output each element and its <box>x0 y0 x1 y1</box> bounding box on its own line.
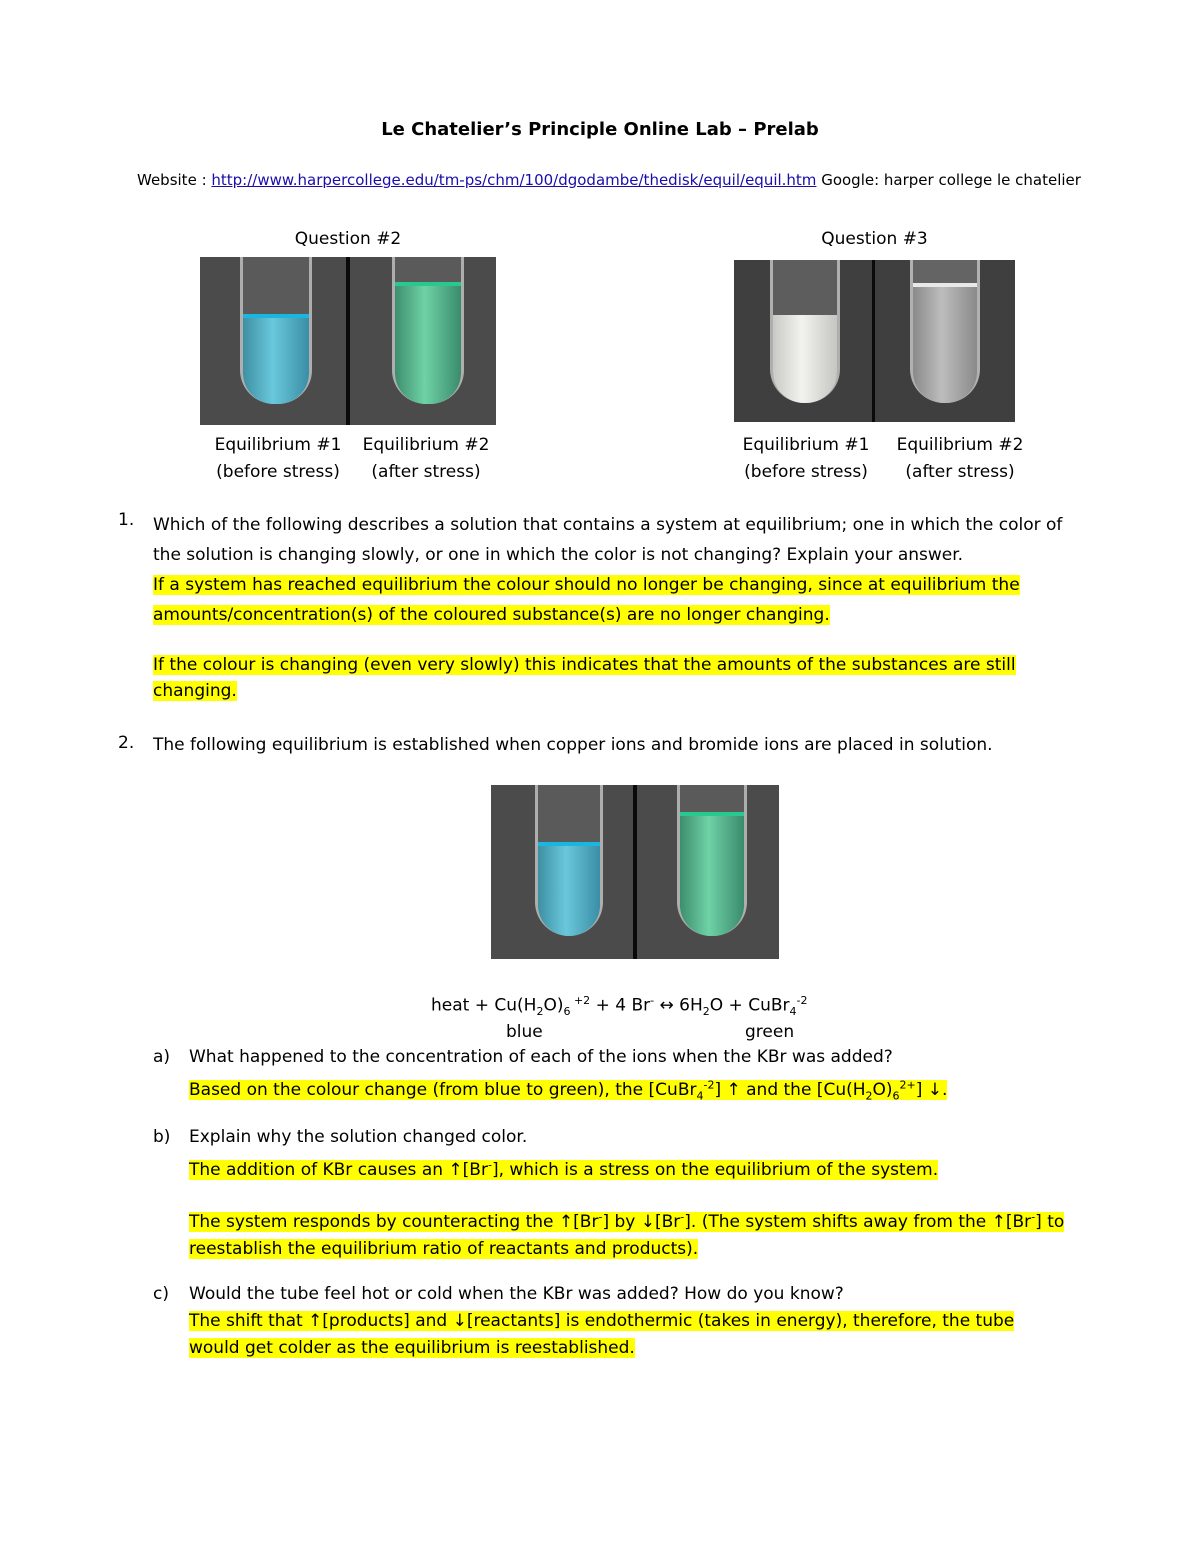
part-a-answer: Based on the colour change (from blue to green), the [CuBr$_4^{-2}$] ↑ and the $[Cu(H_2O)_6^{2+}]$ ↓. <box>189 1078 948 1103</box>
answer-1b-line1: If the colour is changing (even very slowly) this indicates that the amounts of the substances are still <box>153 655 1016 675</box>
figure-q2-label: Question #2 <box>294 229 402 249</box>
figure-q2-photo <box>200 257 496 425</box>
part-a-question: What happened to the concentration of each of the ions when the KBr was added? <box>189 1047 893 1067</box>
answer-1b <box>153 652 1133 704</box>
blue-meniscus <box>243 314 309 318</box>
test-tube-clear <box>910 260 980 403</box>
equation-label-green: green <box>745 1022 795 1042</box>
test-tube-green <box>677 785 747 936</box>
test-tube-green <box>392 257 464 404</box>
equilibrium-photo <box>491 785 779 959</box>
test-tube-blue <box>240 257 312 404</box>
figure-q2-left-caption: Equilibrium #1 (before stress) <box>214 435 342 482</box>
part-a-letter: a) <box>153 1047 171 1067</box>
figure-q3-right-caption: Equilibrium #2 (after stress) <box>896 435 1024 482</box>
clear-solution <box>913 285 977 403</box>
website-link[interactable]: http://www.harpercollege.edu/tm-ps/chm/100/dgodambe/thedisk/equil/equil.htm <box>211 171 817 189</box>
blue-meniscus <box>538 842 600 846</box>
equilibrium-arrow: ↔ <box>654 995 680 1016</box>
answer-1a-line2: amounts/concentration(s) of the coloured substance(s) are no longer changing. <box>153 605 830 625</box>
blue-solution <box>538 844 600 936</box>
page-title: Le Chatelier’s Principle Online Lab – Prelab <box>381 119 819 140</box>
part-c-answer-line1: The shift that ↑[products] and ↓[reactants] is endothermic (takes in energy), therefore, the tube <box>189 1311 1015 1331</box>
part-a <box>189 1044 1129 1109</box>
question-1-number: 1. <box>118 510 135 530</box>
website-line <box>137 171 1137 189</box>
part-c-letter: c) <box>153 1284 169 1304</box>
part-b-answer-1: The addition of KBr causes an ↑[Br-], which is a stress on the equilibrium of the system. <box>189 1158 939 1180</box>
part-b-letter: b) <box>153 1127 171 1147</box>
test-tube-cloudy <box>770 260 840 403</box>
answer-1b-line2: changing. <box>153 681 237 701</box>
website-label: Website : <box>137 171 212 189</box>
green-meniscus <box>395 282 461 286</box>
figure-q3-label: Question #3 <box>821 229 928 249</box>
part-c-answer-line2: would get colder as the equilibrium is reestablished. <box>189 1338 635 1358</box>
question-2-text: The following equilibrium is established when copper ions and bromide ions are placed in solution. <box>153 735 993 755</box>
cloudy-solution <box>773 315 837 403</box>
photo-divider <box>346 257 350 425</box>
question-1-text-line1: Which of the following describes a solution that contains a system at equilibrium; one in which the color of <box>153 515 1063 535</box>
part-c <box>189 1281 1129 1362</box>
green-solution <box>395 284 461 404</box>
part-c-question: Would the tube feel hot or cold when the KBr was added? How do you know? <box>189 1284 844 1304</box>
part-b-question: Explain why the solution changed color. <box>189 1127 528 1147</box>
green-meniscus <box>680 812 744 816</box>
figure-q2-right-caption: Equilibrium #2 (after stress) <box>362 435 490 482</box>
part-b-answer-2: The system responds by counteracting the ↑[Br-] by ↓[Br-]. (The system shifts away from the ↑[Br-] to reestablish the equilibrium ratio of reactants and products). <box>189 1210 1065 1259</box>
chemical-equation: heat + $Cu(H_2O)_6$ $^{+2}$ + 4 Br- ↔ $6H_2O$ + CuBr$_4^{-2}$ <box>431 994 808 1019</box>
green-solution <box>680 814 744 936</box>
figure-q3-photo <box>734 260 1015 422</box>
part-b <box>189 1124 1129 1184</box>
figure-q3-left-caption: Equilibrium #1 (before stress) <box>742 435 870 482</box>
test-tube-blue <box>535 785 603 936</box>
photo-divider <box>633 785 637 959</box>
answer-1a-line1: If a system has reached equilibrium the colour should no longer be changing, since at equilibrium the <box>153 575 1020 595</box>
question-1 <box>153 510 1133 630</box>
clear-meniscus <box>913 283 977 287</box>
question-1-text-line2: the solution is changing slowly, or one in which the color is not changing? Explain your answer. <box>153 545 964 565</box>
equation-label-blue: blue <box>506 1022 543 1042</box>
google-hint: Google: harper college le chatelier <box>816 171 1081 189</box>
blue-solution <box>243 316 309 404</box>
question-2-number: 2. <box>118 733 135 753</box>
photo-divider <box>872 260 875 422</box>
